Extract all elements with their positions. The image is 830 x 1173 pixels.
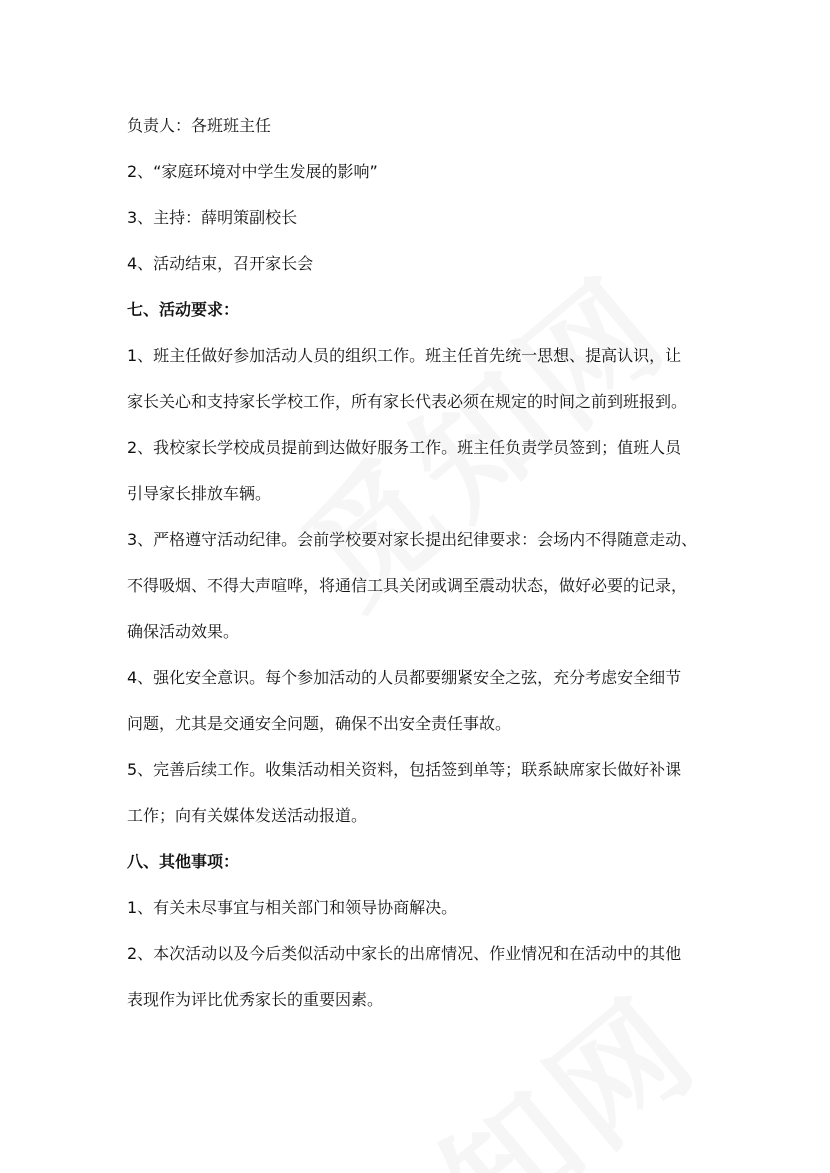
responsible-person-line: 负责人：各班班主任 bbox=[127, 116, 272, 135]
item-4-end: 4、活动结束，召开家长会 bbox=[127, 254, 314, 273]
section-7-paragraph-2 bbox=[127, 430, 717, 511]
paragraph-line: 2、我校家长学校成员提前到达做好服务工作。班主任负责学员签到；值班人员 bbox=[127, 438, 682, 457]
document-body bbox=[127, 108, 717, 1017]
paragraph-line: 4、强化安全意识。每个参加活动的人员都要绷紧安全之弦，充分考虑安全细节 bbox=[127, 668, 682, 687]
section-7-paragraph-1 bbox=[127, 338, 717, 419]
paragraph-line: 1、有关未尽事宜与相关部门和领导协商解决。 bbox=[127, 898, 458, 917]
paragraph-line: 问题，尤其是交通安全问题，确保不出安全责任事故。 bbox=[127, 714, 512, 733]
section-7-paragraph-5 bbox=[127, 752, 717, 833]
paragraph-line: 5、完善后续工作。收集活动相关资料，包括签到单等；联系缺席家长做好补课 bbox=[127, 760, 682, 779]
section-7-heading: 七、活动要求： bbox=[127, 300, 240, 319]
section-7-paragraph-3 bbox=[127, 522, 717, 649]
section-8-paragraph-1 bbox=[127, 890, 717, 925]
section-8-heading: 八、其他事项： bbox=[127, 852, 240, 871]
paragraph-line: 1、班主任做好参加活动人员的组织工作。班主任首先统一思想、提高认识，让 bbox=[127, 346, 682, 365]
section-7-paragraph-4 bbox=[127, 660, 717, 741]
paragraph-line: 确保活动效果。 bbox=[127, 622, 240, 641]
section-8-paragraph-2 bbox=[127, 936, 717, 1017]
paragraph-line: 家长关心和支持家长学校工作，所有家长代表必须在规定的时间之前到班报到。 bbox=[127, 392, 688, 411]
paragraph-line: 引导家长排放车辆。 bbox=[127, 484, 272, 503]
item-2-topic: 2、“家庭环境对中学生发展的影响” bbox=[127, 162, 378, 181]
paragraph-line: 表现作为评比优秀家长的重要因素。 bbox=[127, 990, 384, 1009]
item-3-host: 3、主持：薛明策副校长 bbox=[127, 208, 298, 227]
paragraph-line: 不得吸烟、不得大声喧哗，将通信工具关闭或调至震动状态，做好必要的记录， bbox=[127, 576, 688, 595]
paragraph-line: 3、严格遵守活动纪律。会前学校要对家长提出纪律要求：会场内不得随意走动、 bbox=[127, 530, 698, 549]
paragraph-line: 工作；向有关媒体发送活动报道。 bbox=[127, 806, 368, 825]
paragraph-line: 2、本次活动以及今后类似活动中家长的出席情况、作业情况和在活动中的其他 bbox=[127, 944, 682, 963]
